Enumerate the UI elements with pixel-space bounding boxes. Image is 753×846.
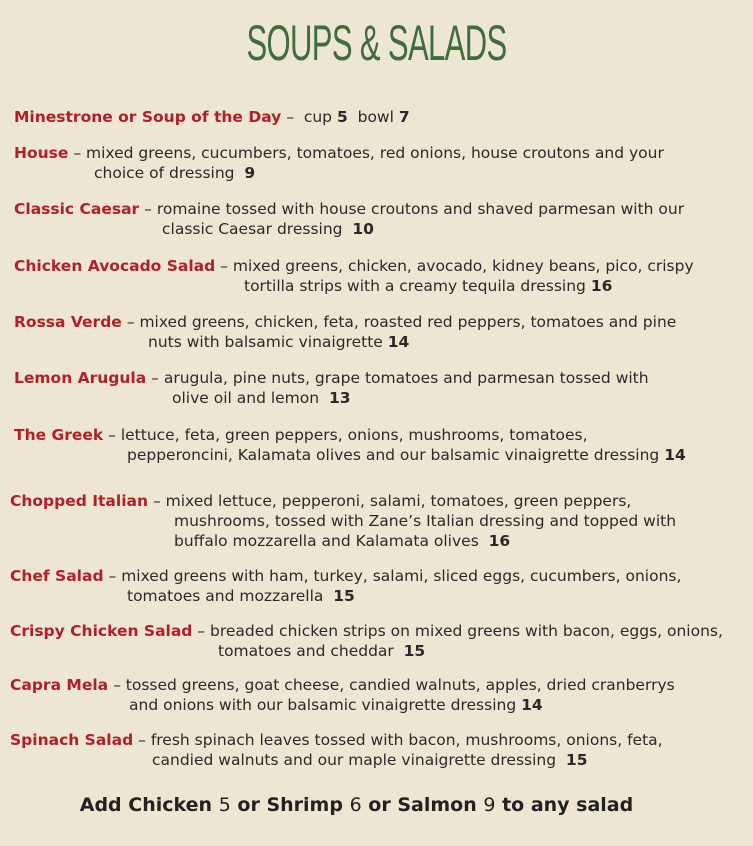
menu-item-chicken-avocado-salad: Chicken Avocado Salad – mixed greens, chicken, avocado, kidney beans, pico, crispy tortilla strips with a creamy tequila dressing 16 [14, 257, 694, 295]
item-name: Chopped Italian [10, 492, 149, 510]
item-name: Lemon Arugula [14, 369, 147, 387]
bowl-price: 7 [398, 108, 410, 126]
item-name: The Greek [14, 426, 104, 444]
item-desc-line1: tossed greens, goat cheese, candied walnuts, apples, dried cranberrys [125, 676, 675, 694]
menu-title: SOUPS & SALADS [246, 15, 507, 71]
item-desc-line2: candied walnuts and our maple vinaigrette dressing [152, 751, 557, 769]
item-name: Spinach Salad [10, 731, 134, 749]
item-desc-line1: romaine tossed with house croutons and shaved parmesan with our [156, 200, 685, 218]
item-price: 10 [352, 220, 374, 238]
item-name: Capra Mela [10, 676, 109, 694]
item-price: 14 [387, 333, 410, 351]
item-desc-line1: mixed greens, chicken, avocado, kidney beans, pico, crispy [232, 257, 694, 275]
item-desc-line1: mixed lettuce, pepperoni, salami, tomatoes, green peppers, [165, 492, 632, 510]
item-desc-line1: breaded chicken strips on mixed greens with bacon, eggs, onions, [210, 622, 723, 640]
item-desc-line2: choice of dressing [94, 164, 235, 182]
item-name: House [14, 144, 69, 162]
item-desc-line2: olive oil and lemon [172, 389, 320, 407]
item-desc-line3: buffalo mozzarella and Kalamata olives [174, 532, 479, 550]
item-price: 15 [565, 751, 588, 769]
item-price: 13 [328, 389, 351, 407]
item-name: Classic Caesar [14, 200, 140, 218]
item-desc-line2: nuts with balsamic vinaigrette [148, 333, 383, 351]
item-desc-line2: tomatoes and cheddar [218, 642, 394, 660]
item-desc-line2: classic Caesar dressing [162, 220, 343, 238]
item-desc-line2: tomatoes and mozzarella [127, 587, 324, 605]
item-desc-line1: mixed greens, cucumbers, tomatoes, red onions, house croutons and your [86, 144, 664, 162]
item-desc-line1: mixed greens, chicken, feta, roasted red peppers, tomatoes and pine [139, 313, 677, 331]
item-desc-line2: pepperoncini, Kalamata olives and our balsamic vinaigrette dressing [127, 446, 660, 464]
item-name: Crispy Chicken Salad [10, 622, 193, 640]
menu-item-chopped-italian: Chopped Italian – mixed lettuce, pepperoni, salami, tomatoes, green peppers, mushrooms, tossed with Zane’s Italian dressing and topped with buffalo mozzarella and Kalamata olives 16 [10, 492, 677, 550]
menu-item-capra-mela: Capra Mela – tossed greens, goat cheese, candied walnuts, apples, dried cranberrys and onions with our balsamic vinaigrette dressing 14 [10, 676, 675, 714]
item-desc-line2: and onions with our balsamic vinaigrette dressing [129, 696, 517, 714]
item-desc-line1: arugula, pine nuts, grape tomatoes and parmesan tossed with [163, 369, 649, 387]
item-name: Minestrone or Soup of the Day [14, 108, 282, 126]
item-price: 15 [333, 587, 355, 605]
item-desc-line1: mixed greens with ham, turkey, salami, sliced eggs, cucumbers, onions, [121, 567, 682, 585]
menu-item-house: House – mixed greens, cucumbers, tomatoes, red onions, house croutons and your choice of dressing 9 [14, 144, 664, 182]
item-name: Rossa Verde [14, 313, 122, 331]
menu-item-rossa-verde: Rossa Verde – mixed greens, chicken, feta, roasted red peppers, tomatoes and pine nuts with balsamic vinaigrette 14 [14, 313, 677, 351]
menu-item-classic-caesar: Classic Caesar – romaine tossed with house croutons and shaved parmesan with our classic Caesar dressing 10 [14, 200, 685, 238]
add-protein-note: Add Chicken 5 or Shrimp 6 or Salmon 9 to any salad [79, 794, 634, 816]
menu-item-the-greek: The Greek – lettuce, feta, green peppers, onions, mushrooms, tomatoes, pepperoncini, Kalamata olives and our balsamic vinaigrette dressing 14 [14, 426, 686, 464]
item-price: 15 [403, 642, 426, 660]
item-price: 9 [244, 164, 256, 182]
item-desc-line2: tortilla strips with a creamy tequila dressing [244, 277, 586, 295]
item-price: 14 [664, 446, 686, 464]
item-name: Chicken Avocado Salad [14, 257, 216, 275]
item-desc-line1: lettuce, feta, green peppers, onions, mushrooms, tomatoes, [120, 426, 588, 444]
cup-label: cup [303, 108, 333, 126]
menu-item-minestrone: Minestrone or Soup of the Day – cup 5 bowl 7 [14, 108, 410, 126]
menu-item-chef-salad: Chef Salad – mixed greens with ham, turkey, salami, sliced eggs, cucumbers, onions, tomatoes and mozzarella 15 [10, 567, 682, 605]
item-price: 16 [590, 277, 613, 295]
item-name: Chef Salad [10, 567, 104, 585]
menu-item-crispy-chicken-salad: Crispy Chicken Salad – breaded chicken strips on mixed greens with bacon, eggs, onions, tomatoes and cheddar 15 [10, 622, 723, 660]
menu-item-spinach-salad: Spinach Salad – fresh spinach leaves tossed with bacon, mushrooms, onions, feta, candied walnuts and our maple vinaigrette dressing 15 [10, 731, 663, 769]
bowl-label: bowl [357, 108, 394, 126]
item-desc-line1: fresh spinach leaves tossed with bacon, mushrooms, onions, feta, [150, 731, 663, 749]
cup-price: 5 [336, 108, 348, 126]
menu-item-lemon-arugula: Lemon Arugula – arugula, pine nuts, grape tomatoes and parmesan tossed with olive oil and lemon 13 [14, 369, 649, 407]
item-desc-line2: mushrooms, tossed with Zane’s Italian dressing and topped with [174, 512, 677, 530]
item-price: 16 [488, 532, 511, 550]
item-price: 14 [521, 696, 543, 714]
